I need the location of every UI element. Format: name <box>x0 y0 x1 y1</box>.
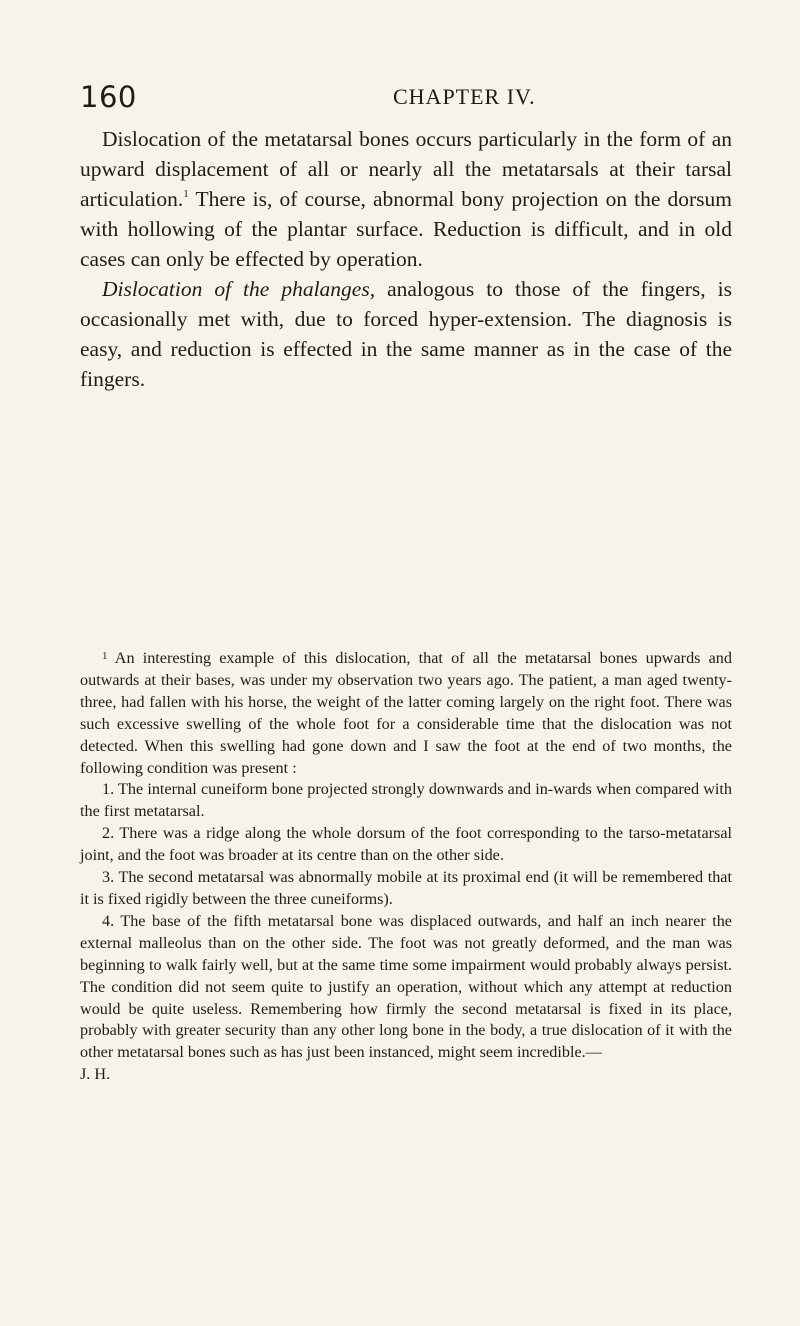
paragraph-text: analogous to those of the fingers, is occasionally met with, due to forced hyper-extension. The diagnosis is easy, and reduction is effected in the same manner as in the case of the fingers. <box>80 277 732 391</box>
page-number: 160 <box>80 80 137 114</box>
footnote-intro <box>80 646 732 779</box>
paragraph-metatarsal <box>80 124 732 274</box>
paragraph-italic-heading: Dislocation of the phalanges, <box>102 277 376 301</box>
page-header <box>80 80 730 120</box>
paragraph-text-continued: There is, of course, abnormal bony projection on the dorsum with hollowing of the plantar surface. Reduction is difficult, and in old cases can only be effected by operation. <box>80 187 732 271</box>
footnote-intro-text: An interesting example of this dislocation, that of all the metatarsal bones upwards and outwards at their bases, was under my observation two years ago. The patient, a man aged twenty-three, had fallen with his horse, the weight of the latter coming largely on the right foot. There was such excessive swelling of the whole foot for a considerable time that the dislocation was not detected. When this swelling had gone down and I saw the foot at the end of two months, the following condition was present : <box>80 649 732 777</box>
footnote <box>80 646 732 1086</box>
footnote-marker: 1 <box>102 650 108 662</box>
paragraph-text: Dislocation of the metatarsal bones occurs particularly in the form of an upward displacement of all or nearly all the metatarsals at their tarsal articulation. <box>80 127 732 211</box>
footnote-reference: 1 <box>183 188 189 200</box>
footnote-item-3: 3. The second metatarsal was abnormally mobile at its proximal end (it will be remembered that it is fixed rigidly between the three cuneiforms). <box>80 868 732 908</box>
footnote-signature: J. H. <box>80 1065 111 1084</box>
running-head: CHAPTER IV. <box>393 84 536 109</box>
footnote-item-4: 4. The base of the fifth metatarsal bone was displaced outwards, and half an inch nearer the external malleolus than on the other side. The foot was not greatly deformed, and the man was beginning to walk fairly well, but at the same time some impairment would probably always persist. The condition did not seem quite to justify an operation, without which any attempt at reduction would be quite useless. Remembering how firmly the second metatarsal is fixed in its place, probably with greater security than any other long bone in the body, a true dislocation of it with the other metatarsal bones such as has just been instanced, might seem incredible.— <box>80 911 732 1062</box>
main-text <box>80 124 732 394</box>
footnote-item-2: 2. There was a ridge along the whole dorsum of the foot corresponding to the tarso-metatarsal joint, and the foot was broader at its centre than on the other side. <box>80 824 732 865</box>
footnote-item-1: 1. The internal cuneiform bone projected strongly downwards and in-wards when compared with the first metatarsal. <box>80 780 732 821</box>
paragraph-phalanges <box>80 274 732 394</box>
